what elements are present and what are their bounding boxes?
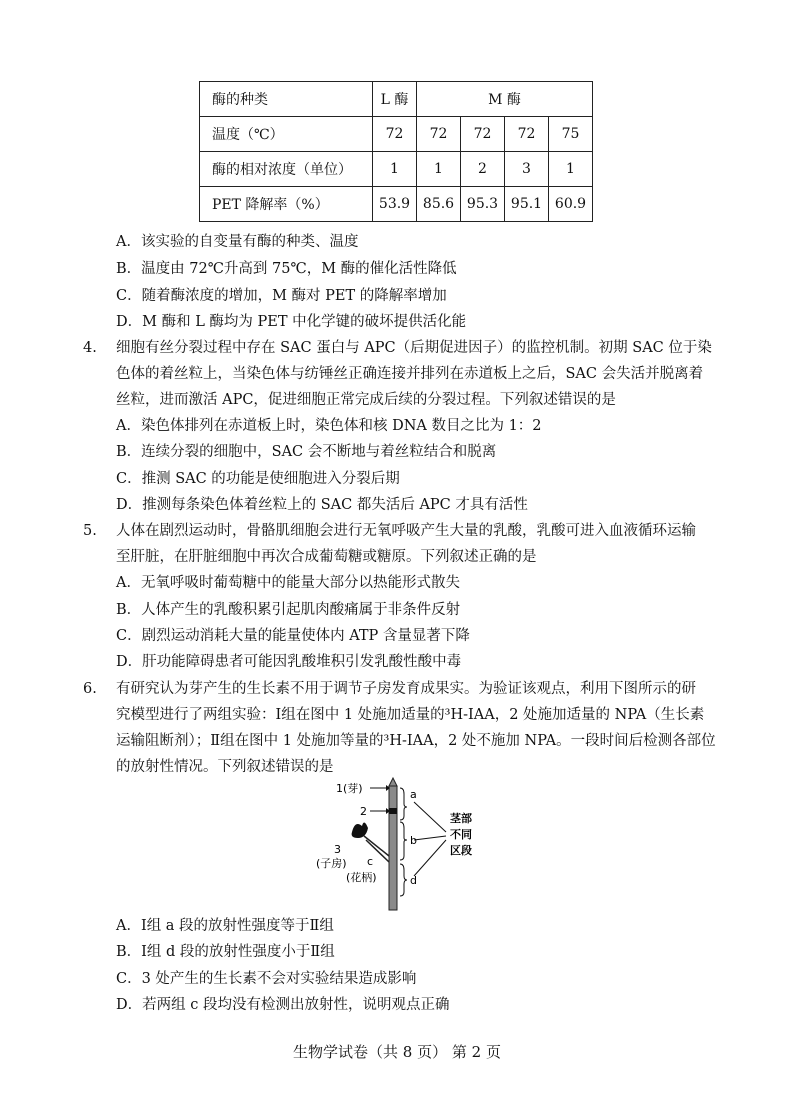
q6-stem-line: 运输阻断剂）；Ⅱ组在图中 1 处施加等量的³H-IAA，2 处不施加 NPA。一段时间后检测各部位 xyxy=(116,733,716,749)
q3-option-d: D．M 酶和 L 酶均为 PET 中化学键的破坏提供活化能 xyxy=(116,314,467,330)
question-number: 4. xyxy=(83,340,97,356)
q6-stem-line: 究模型进行了两组实验：Ⅰ组在图中 1 处施加适量的³H-IAA，2 处施加适量的 NPA（生长素 xyxy=(116,707,705,723)
label-3: 3 xyxy=(334,843,341,856)
plant-stem-figure xyxy=(300,776,500,916)
q4-option-b: B．连续分裂的细胞中，SAC 会不断地与着丝粒结合和脱离 xyxy=(116,444,497,460)
table-cell: 温度（℃） xyxy=(200,117,373,152)
table-cell: 72 xyxy=(417,117,461,152)
q3-option-b: B．温度由 72℃升高到 75℃，M 酶的催化活性降低 xyxy=(116,261,457,277)
q4-stem-line: 色体的着丝粒上，当染色体与纺锤丝正确连接并排列在赤道板上之后，SAC 会失活并脱离着 xyxy=(116,366,704,382)
table-cell: 53.9 xyxy=(373,187,417,222)
brace-d xyxy=(400,864,407,896)
enzyme-table xyxy=(199,81,593,222)
side-label: 不同 xyxy=(450,828,472,841)
table-cell: 72 xyxy=(505,117,549,152)
table-cell: 酶的相对浓度（单位） xyxy=(200,152,373,187)
ovary-shape xyxy=(352,822,368,838)
side-label: 茎部 xyxy=(450,812,472,825)
table-cell: 72 xyxy=(373,117,417,152)
table-cell: 85.6 xyxy=(417,187,461,222)
label-c: c xyxy=(367,855,374,868)
table-row xyxy=(200,117,593,152)
q6-option-d: D．若两组 c 段均没有检测出放射性，说明观点正确 xyxy=(116,997,450,1013)
table-cell: 酶的种类 xyxy=(200,82,373,117)
q6-option-b: B．Ⅰ组 d 段的放射性强度小于Ⅱ组 xyxy=(116,944,335,960)
brace-a xyxy=(400,788,407,820)
table-cell: 75 xyxy=(549,117,593,152)
table-cell: 3 xyxy=(505,152,549,187)
table-cell: 60.9 xyxy=(549,187,593,222)
q4-stem-line: 丝粒，进而激活 APC，促进细胞正常完成后续的分裂过程。下列叙述错误的是 xyxy=(116,392,616,408)
bud-shape xyxy=(389,778,397,786)
stem-shape xyxy=(389,786,397,910)
q5-stem-line: 至肝脏，在肝脏细胞中再次合成葡萄糖或糖原。下列叙述正确的是 xyxy=(116,549,537,565)
table-cell: L 酶 xyxy=(373,82,417,117)
q5-option-a: A．无氧呼吸时葡萄糖中的能量大部分以热能形式散失 xyxy=(116,575,460,591)
q4-stem-line: 细胞有丝分裂过程中存在 SAC 蛋白与 APC（后期促进因子）的监控机制。初期 SAC 位于染 xyxy=(116,340,712,356)
table-cell: PET 降解率（%） xyxy=(200,187,373,222)
label-a: a xyxy=(410,788,417,801)
side-label: 区段 xyxy=(450,844,472,857)
table-row xyxy=(200,187,593,222)
question-number: 6. xyxy=(83,681,97,697)
table-cell: 95.3 xyxy=(461,187,505,222)
table-row xyxy=(200,82,593,117)
q3-option-a: A．该实验的自变量有酶的种类、温度 xyxy=(116,234,359,250)
q4-option-d: D．推测每条染色体着丝粒上的 SAC 都失活后 APC 才具有活性 xyxy=(116,497,528,513)
label-1-bud: 1(芽) xyxy=(336,782,363,795)
pointer-line xyxy=(414,836,446,840)
q6-stem-line: 有研究认为芽产生的生长素不用于调节子房发育成果实。为验证该观点，利用下图所示的研 xyxy=(116,681,696,697)
label-b: b xyxy=(410,834,417,847)
q5-option-b: B．人体产生的乳酸积累引起肌肉酸痛属于非条件反射 xyxy=(116,602,461,618)
pointer-line xyxy=(414,840,446,876)
q5-option-c: C．剧烈运动消耗大量的能量使体内 ATP 含量显著下降 xyxy=(116,628,470,644)
q4-option-c: C．推测 SAC 的功能是使细胞进入分裂后期 xyxy=(116,471,400,487)
label-ovary: (子房) xyxy=(316,857,347,870)
q5-stem-line: 人体在剧烈运动时，骨骼肌细胞会进行无氧呼吸产生大量的乳酸，乳酸可进入血液循环运输 xyxy=(116,523,696,539)
table-cell: 2 xyxy=(461,152,505,187)
q6-option-a: A．Ⅰ组 a 段的放射性强度等于Ⅱ组 xyxy=(116,918,334,934)
table-row xyxy=(200,152,593,187)
q3-option-c: C．随着酶浓度的增加，M 酶对 PET 的降解率增加 xyxy=(116,288,447,304)
table-cell: 72 xyxy=(461,117,505,152)
q6-stem-line: 的放射性情况。下列叙述错误的是 xyxy=(116,759,334,775)
label-pedicel: (花柄) xyxy=(346,871,377,884)
brace-b xyxy=(400,822,407,860)
question-number: 5. xyxy=(83,523,97,539)
label-d: d xyxy=(410,874,417,887)
pedicel-line xyxy=(364,836,389,856)
table-cell: 1 xyxy=(373,152,417,187)
table-cell: M 酶 xyxy=(417,82,593,117)
q5-option-d: D．肝功能障碍患者可能因乳酸堆积引发乳酸性酸中毒 xyxy=(116,654,462,670)
q4-option-a: A．染色体排列在赤道板上时，染色体和核 DNA 数目之比为 1：2 xyxy=(116,418,542,434)
table-cell: 95.1 xyxy=(505,187,549,222)
q6-option-c: C．3 处产生的生长素不会对实验结果造成影响 xyxy=(116,971,417,987)
page-footer: 生物学试卷（共 8 页） 第 2 页 xyxy=(293,1043,501,1061)
label-2: 2 xyxy=(360,805,367,818)
pointer-line xyxy=(414,802,446,832)
table-cell: 1 xyxy=(549,152,593,187)
npa-mark xyxy=(389,808,397,814)
table-cell: 1 xyxy=(417,152,461,187)
